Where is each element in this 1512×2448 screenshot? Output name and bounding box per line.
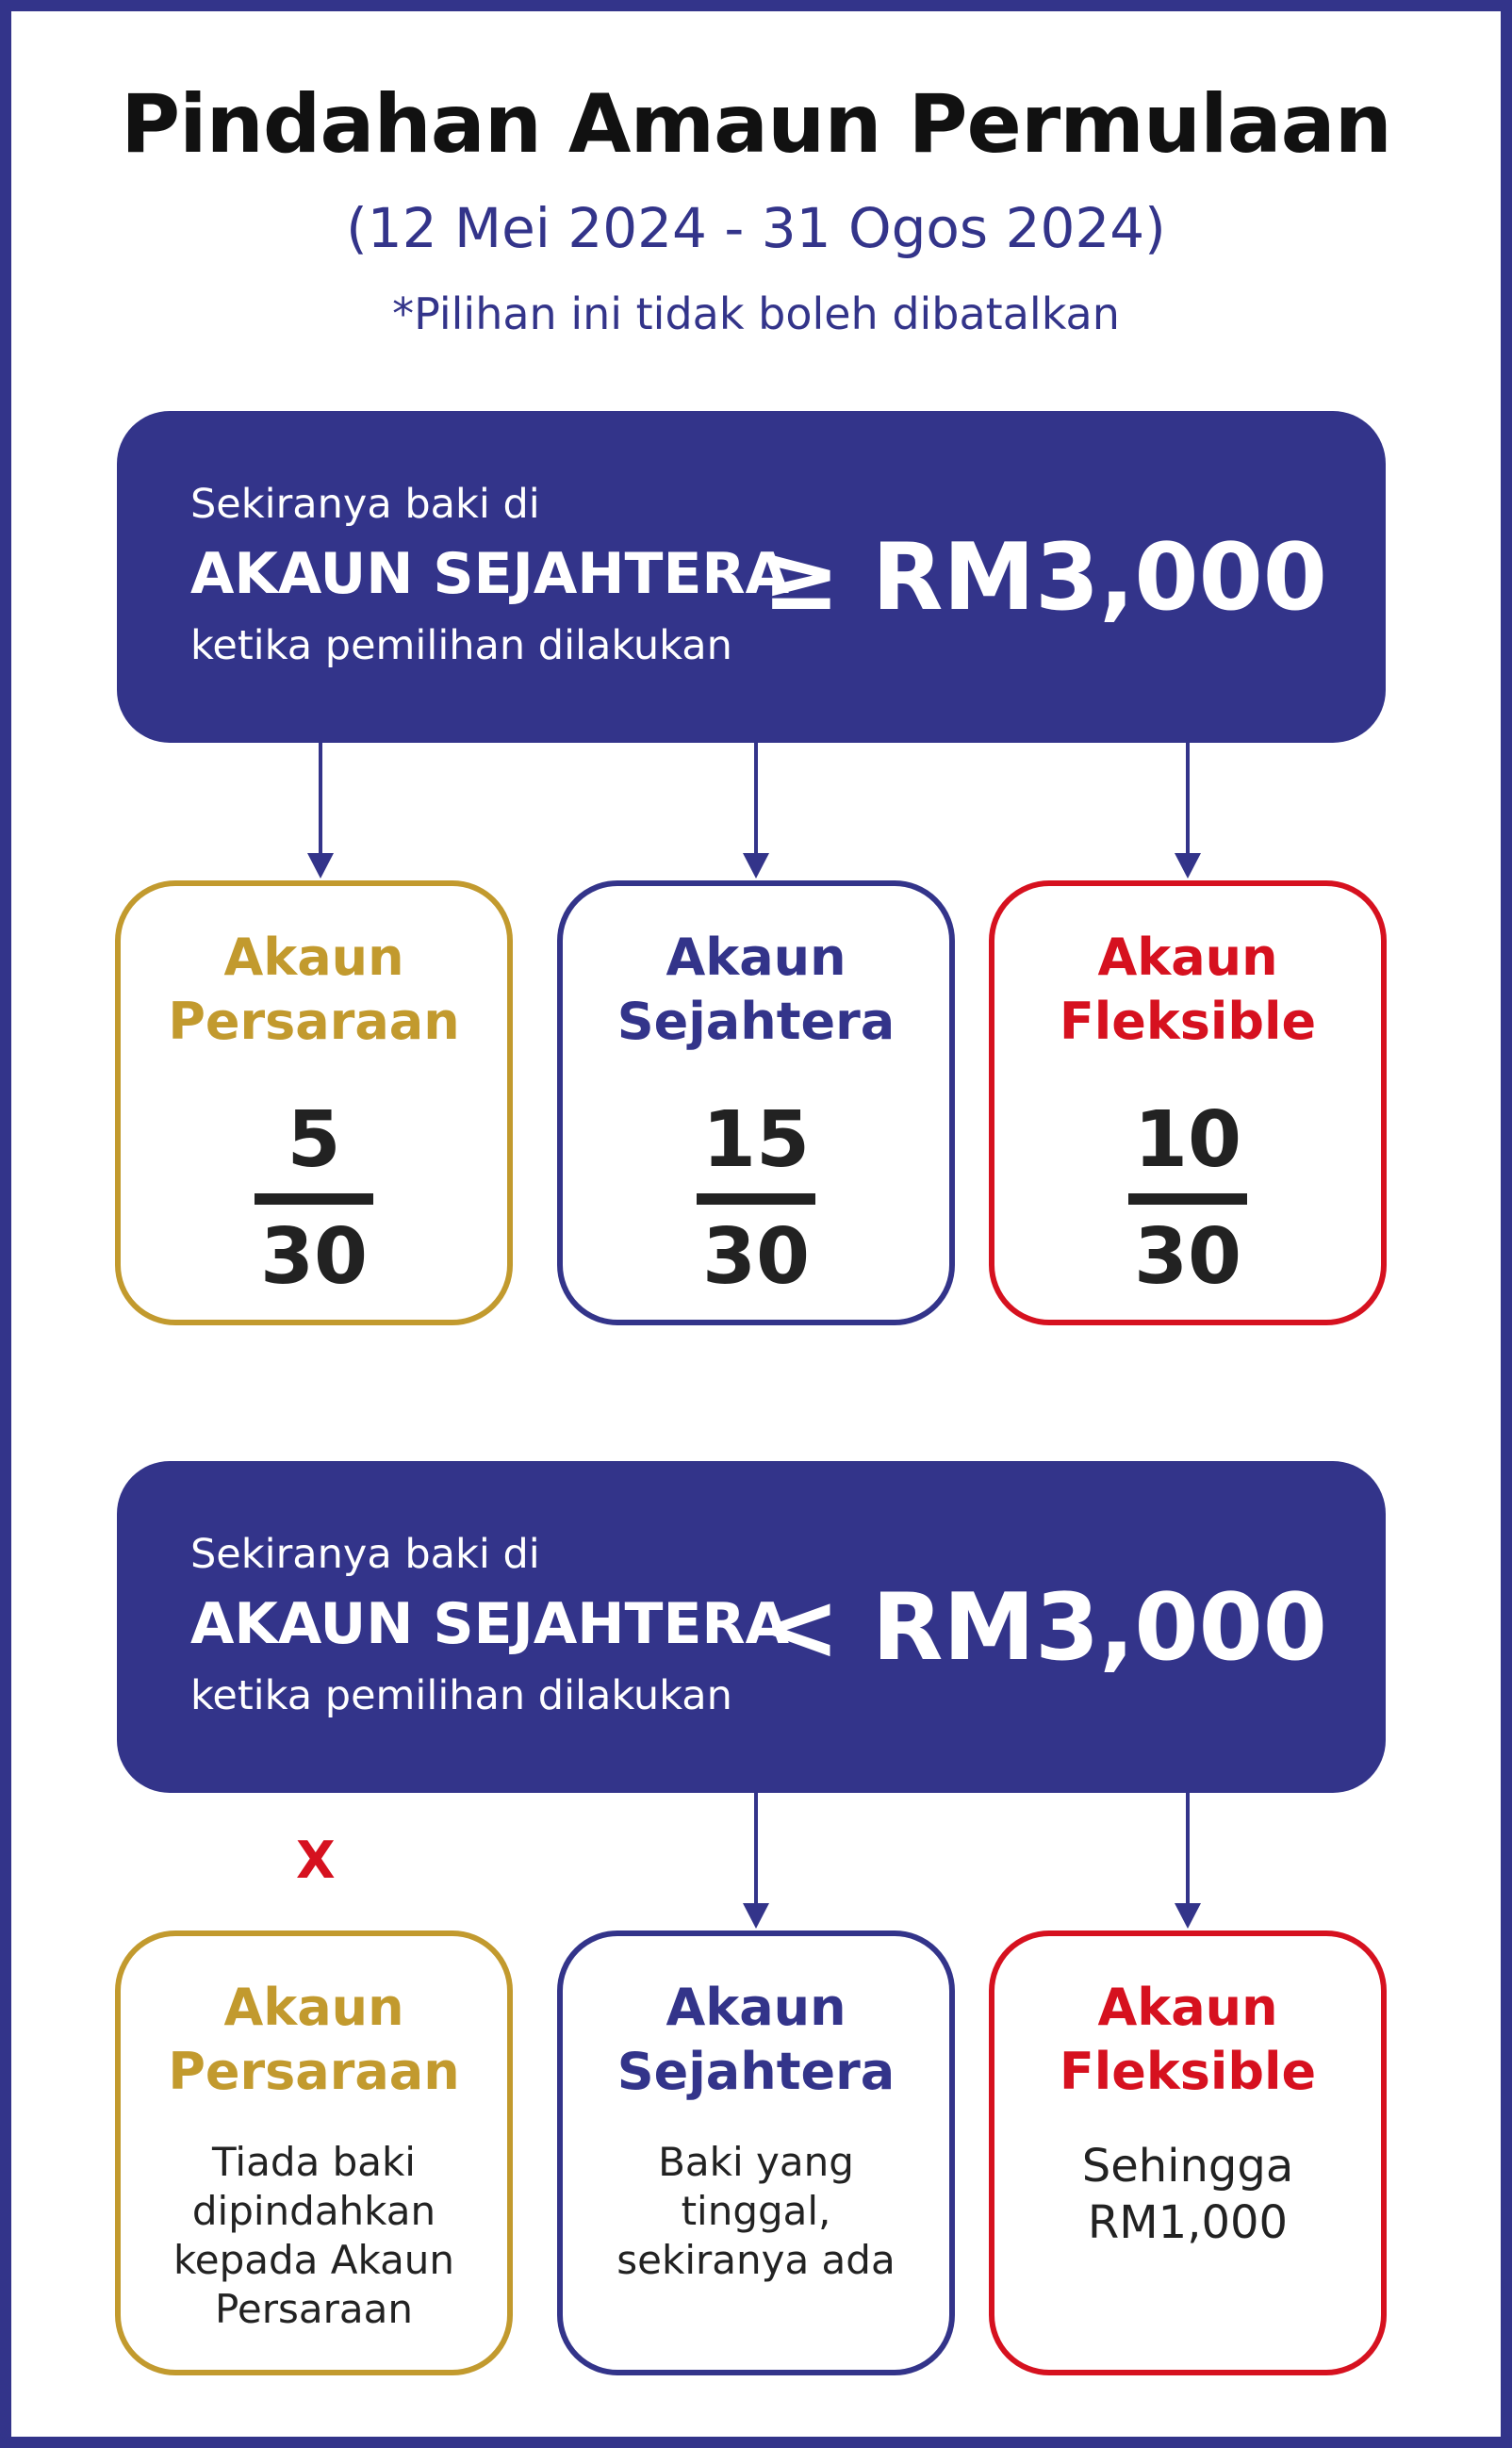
desc-line: dipindahkan [191,2188,436,2234]
name-line: Sejahtera [616,2042,896,2101]
desc-line: Tiada baki [212,2139,416,2185]
box-high-sejahtera [557,880,955,1325]
name-line: Akaun [1097,1978,1278,2037]
box-account-name [994,926,1381,1054]
fraction-bar [255,1193,373,1205]
desc-line: RM1,000 [1087,2196,1289,2249]
desc-line: sekiranya ada [616,2237,896,2283]
box-low-persaraan [115,1930,513,2375]
banner-pre-text: Sekiranya baki di [190,1531,540,1578]
name-line: Akaun [1097,928,1278,987]
banner-condition: < RM3,000 [762,1574,1327,1682]
name-line: Akaun [223,928,404,987]
box-account-name [994,1976,1381,2104]
date-range: (12 Mei 2024 - 31 Ogos 2024) [346,196,1166,260]
desc-line: tinggal, [681,2188,831,2234]
box-account-name [121,926,507,1054]
fraction-denominator: 30 [259,1212,369,1302]
name-line: Fleksible [1059,2042,1317,2101]
name-line: Akaun [666,928,846,987]
name-line: Persaraan [168,992,460,1051]
name-line: Akaun [666,1978,846,2037]
fraction-denominator: 30 [701,1212,811,1302]
banner-account-name: AKAUN SEJAHTERA [190,541,790,607]
irrevocable-note: *Pilihan ini tidak boleh dibatalkan [392,288,1120,339]
name-line: Akaun [223,1978,404,2037]
name-line: Fleksible [1059,992,1317,1051]
desc-line: Persaraan [215,2286,413,2332]
name-line: Persaraan [168,2042,460,2101]
desc-line: Sehingga [1081,2140,1294,2193]
page-title: Pindahan Amaun Permulaan [121,77,1391,172]
banner-low-balance [117,1461,1386,1793]
fraction [121,1093,507,1305]
box-description [582,2138,930,2285]
fraction [563,1093,949,1305]
banner-post-text: ketika pemilihan dilakukan [190,1672,732,1719]
box-account-name [121,1976,507,2104]
fraction-numerator: 15 [701,1095,811,1185]
desc-line: Baki yang [658,2139,854,2185]
fraction [994,1093,1381,1305]
box-account-name [563,1976,949,2104]
box-high-fleksible [989,880,1387,1325]
name-line: Sejahtera [616,992,896,1051]
banner-condition: ≥ RM3,000 [762,524,1327,632]
banner-pre-text: Sekiranya baki di [190,481,540,528]
arrow-low-sejahtera [743,1793,769,1929]
box-description [1013,2138,1362,2251]
arrow-high-fleksible [1175,743,1201,879]
desc-line: kepada Akaun [173,2237,455,2283]
fraction-bar [1128,1193,1247,1205]
arrow-high-persaraan [307,743,334,879]
box-low-sejahtera [557,1930,955,2375]
box-low-fleksible [989,1930,1387,2375]
arrow-low-fleksible [1175,1793,1201,1929]
box-description [140,2138,488,2334]
box-account-name [563,926,949,1054]
fraction-bar [697,1193,815,1205]
fraction-denominator: 30 [1133,1212,1242,1302]
banner-post-text: ketika pemilihan dilakukan [190,622,732,669]
arrow-high-sejahtera [743,743,769,879]
fraction-numerator: 5 [287,1095,341,1185]
fraction-numerator: 10 [1133,1095,1242,1185]
box-high-persaraan [115,880,513,1325]
no-transfer-cross-icon: X [296,1831,336,1890]
banner-account-name: AKAUN SEJAHTERA [190,1591,790,1657]
